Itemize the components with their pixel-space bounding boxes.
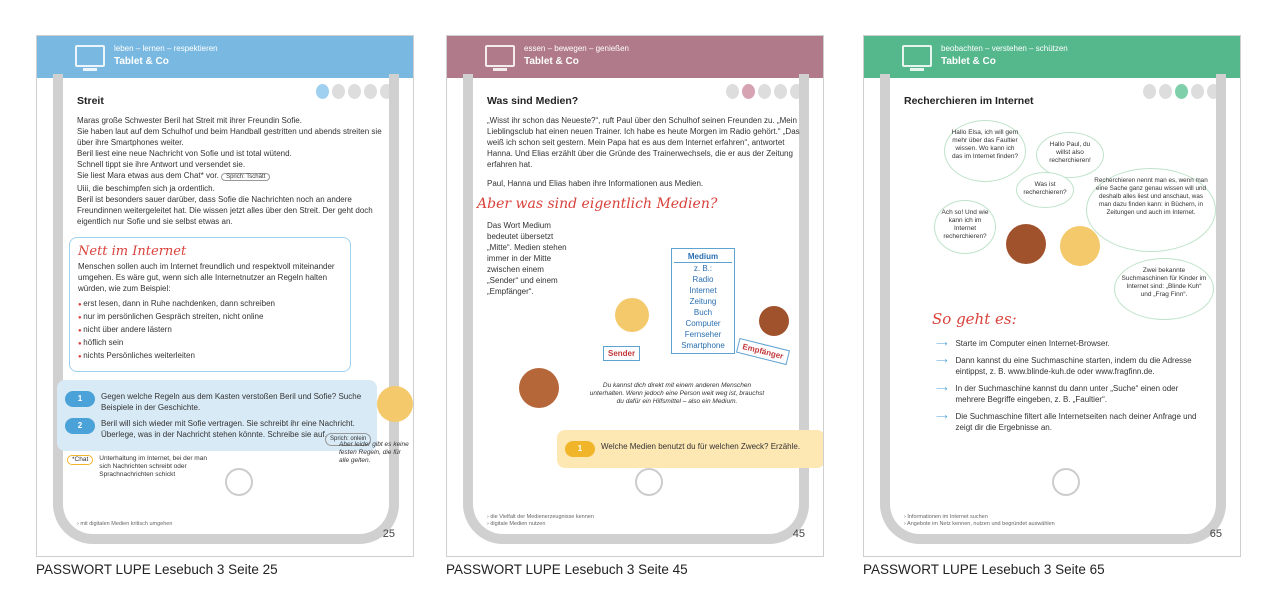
book-page-25 <box>36 35 414 557</box>
task-row <box>65 391 369 413</box>
step-text: In der Suchmaschine kannst du dann unter „Suche“ einen oder mehrere Begriffe eingeben, z. B. „Faultier“. <box>955 384 1179 404</box>
list-item: ● nicht über andere lästern <box>78 324 342 337</box>
boy-note: Du kannst dich direkt mit einem anderen Menschen unterhalten. Wenn jedoch eine Person weit weg ist, brauchst du dafür ein Hilfsmittel – also ein Medium. <box>589 382 765 405</box>
speech-bubble: Zwei bekannte Suchmaschinen für Kinder im Internet sind: „Blinde Kuh“ und „Frag Finn“. <box>1114 258 1214 320</box>
boy-illustration <box>759 306 789 336</box>
boy-with-phone-illustration <box>519 368 559 408</box>
step-item <box>936 355 1206 377</box>
step-text: Starte im Computer einen Internet-Browser. <box>955 339 1110 348</box>
girl-illustration <box>615 298 649 332</box>
page-content <box>72 95 409 479</box>
caption: PASSWORT LUPE Lesebuch 3 Seite 65 <box>863 562 1105 577</box>
step-item <box>936 338 1206 349</box>
glossary-term: *Chat <box>67 455 93 465</box>
girl-illustration <box>1060 226 1100 266</box>
task-number: 2 <box>65 418 95 434</box>
sender-tag: Sender <box>603 346 640 361</box>
section-heading: So geht es: <box>932 310 1017 328</box>
medium-item: Zeitung <box>689 297 717 306</box>
header-title: Tablet & Co <box>941 56 996 67</box>
story-line: Schnell tippt sie ihre Antwort und versendet sie. <box>77 160 246 169</box>
task-text: Welche Medien benutzt du für welchen Zweck? Erzähle. <box>601 442 801 451</box>
page-header <box>447 36 823 78</box>
receiver-tag: Empfänger <box>736 338 790 365</box>
story-line: Sie haben laut auf dem Schulhof und beim Handball gestritten und abends streiten sie über ihre Smartphones weiter. <box>77 127 382 147</box>
arrow-right-icon: ⟶ <box>936 412 948 421</box>
tablet-icon <box>902 45 932 67</box>
step-item <box>936 411 1206 433</box>
story-line: Uiii, die beschimpfen sich ja ordentlich. <box>77 184 215 193</box>
page-content <box>904 96 1218 115</box>
task-row <box>65 418 369 440</box>
medium-item: Radio <box>692 275 714 284</box>
task-number: 1 <box>65 391 95 407</box>
list-item: ● nur im persönlichen Gespräch streiten, nicht online <box>78 311 342 324</box>
home-button-icon <box>635 468 663 496</box>
arrow-right-icon: ⟶ <box>936 384 948 393</box>
arrow-right-icon: ⟶ <box>936 356 948 365</box>
page-number: 45 <box>792 528 805 540</box>
step-text: Dann kannst du eine Suchmaschine starten, indem du die Adresse eintippst, z. B. www.blinde-kuh.de oder www.fragfinn.de. <box>955 356 1192 376</box>
page-content <box>477 95 801 297</box>
book-page-45 <box>446 35 824 557</box>
medium-explanation: Das Wort Medium bedeutet übersetzt „Mitte“. Medien stehen immer in der Mitte zwischen einem „Sender“ und einem „Empfänger“. <box>487 221 567 296</box>
header-subtitle: essen – bewegen – genießen <box>524 44 629 53</box>
page-footer: › Informationen im Internet suchen › Angebote im Netz kennen, nutzen und begründet auswählen <box>904 514 1055 527</box>
boy-illustration <box>1006 224 1046 264</box>
list-item: ● erst lesen, dann in Ruhe nachdenken, dann schreiben <box>78 298 342 311</box>
medium-item: z. B.: <box>693 264 713 273</box>
girl-illustration <box>377 386 413 422</box>
list-item: ● nichts Persönliches weiterleiten <box>78 350 342 363</box>
tablet-icon <box>485 45 515 67</box>
steps-list <box>936 332 1206 439</box>
story-line: Beril ist besonders sauer darüber, dass Sofie die Nachrichten noch an andere Freundinnen weitergeleitet hat. Die wissen jetzt alles über den Streit. Der geht doch eigentlich nur Sofie und sie selbst etwas an. <box>77 195 373 226</box>
header-subtitle: beobachten – verstehen – schützen <box>941 44 1068 53</box>
medium-box-title: Medium <box>674 251 732 263</box>
section-heading: Aber was sind eigentlich Medien? <box>477 196 718 212</box>
page-number: 25 <box>382 528 395 540</box>
medium-item: Buch <box>693 308 713 317</box>
speech-bubble: Ach so! Und wie kann ich im Internet recherchieren? <box>934 200 996 254</box>
arrow-right-icon: ⟶ <box>936 339 948 348</box>
medium-box <box>671 248 735 354</box>
medium-item: Internet <box>689 286 717 295</box>
box-text: Menschen sollen auch im Internet freundlich und respektvoll miteinander umgehen. Es wäre gut, wenn sich alle Internetnutzer an Regeln halten würden, wie zum Beispiel: <box>78 262 335 293</box>
page-header <box>37 36 413 78</box>
speech-bubble: Hallo Paul, du willst also recherchieren! <box>1036 132 1104 178</box>
task-text: Gegen welche Regeln aus dem Kasten verstoßen Beril und Sofie? Suche Beispiele in der Geschichte. <box>101 392 362 412</box>
speech-bubble: Recherchieren nennt man es, wenn man eine Sache ganz genau wissen will und deshalb alles liest und anschaut, was man dazu finden kann: in Büchern, in Zeitungen und auch im Internet. <box>1086 168 1216 252</box>
story-line: Maras große Schwester Beril hat Streit mit ihrer Freundin Sofie. <box>77 116 302 125</box>
task-number: 1 <box>565 441 595 457</box>
book-page-65 <box>863 35 1241 557</box>
page-number: 65 <box>1209 528 1222 540</box>
task-box <box>557 430 824 468</box>
pronunciation-note: Sprich: Tschätt <box>221 173 270 181</box>
home-button-icon <box>1052 468 1080 496</box>
story-line: Beril liest eine neue Nachricht von Sofie und ist total wütend. <box>77 149 292 158</box>
header-title: Tablet & Co <box>114 56 169 67</box>
story-text: „Wisst ihr schon das Neueste?“, ruft Paul über den Schulhof seinen Freunden zu. „Mein Lieblingsclub hat einen neuen Trainer. Ich habe es heute Morgen im Radio gehört.“ „Das weiß ich schon seit gestern. Mein Papa hat es aus dem Internet erfahren“, antwortet Hanna. Und Elias erzählt über die Gründe des Trainerwechsels, die er aus der Zeitung erfahren hat. <box>487 116 800 169</box>
medium-item: Smartphone <box>681 341 725 350</box>
pronunciation-note: Sprich: onlein <box>325 433 371 446</box>
page-heading: Streit <box>77 95 104 107</box>
story-line: Sie liest Mara etwas aus dem Chat* vor. Sprich: Tschätt <box>77 170 391 183</box>
caption: PASSWORT LUPE Lesebuch 3 Seite 25 <box>36 562 278 577</box>
header-title: Tablet & Co <box>524 56 579 67</box>
speech-bubble: Hallo Elsa, ich will gern mehr über das Faultier wissen. Wo kann ich das im Internet finden? <box>944 120 1026 182</box>
rules-list <box>78 298 342 363</box>
task-text: Beril will sich wieder mit Sofie vertragen. Sie schreibt ihr eine Nachricht. Überlege, was in der Nachricht stehen könnte. Schreibe sie auf. <box>101 419 355 439</box>
speech-bubble: Was ist recherchieren? <box>1016 172 1074 208</box>
medium-item: Computer <box>685 319 721 328</box>
story-text: Paul, Hanna und Elias haben ihre Informationen aus Medien. <box>487 179 704 188</box>
step-text: Die Suchmaschine filtert alle Internetseiten nach deiner Anfrage und zeigt dir die Ergebnisse an. <box>955 412 1197 432</box>
page-heading: Was sind Medien? <box>487 95 579 107</box>
box-title: Nett im Internet <box>78 244 187 259</box>
page-heading: Recherchieren im Internet <box>904 95 1034 107</box>
page-footer: › mit digitalen Medien kritisch umgehen <box>77 521 173 527</box>
header-subtitle: leben – lernen – respektieren <box>114 44 218 53</box>
step-item <box>936 383 1206 405</box>
page-footer: › die Vielfalt der Medienerzeugnisse kennen › digitale Medien nutzen <box>487 514 594 527</box>
task-row <box>565 441 817 457</box>
glossary-definition: Unterhaltung im Internet, bei der man sich Nachrichten schreibt oder Sprachnachrichten schickt <box>99 455 207 478</box>
girl-note: Aber leider gibt es keine festen Regeln, die für alle gelten. <box>339 441 409 464</box>
medium-item: Fernseher <box>684 330 722 339</box>
list-item: ● höflich sein <box>78 337 342 350</box>
tablet-icon <box>75 45 105 67</box>
caption: PASSWORT LUPE Lesebuch 3 Seite 45 <box>446 562 688 577</box>
page-header <box>864 36 1240 78</box>
